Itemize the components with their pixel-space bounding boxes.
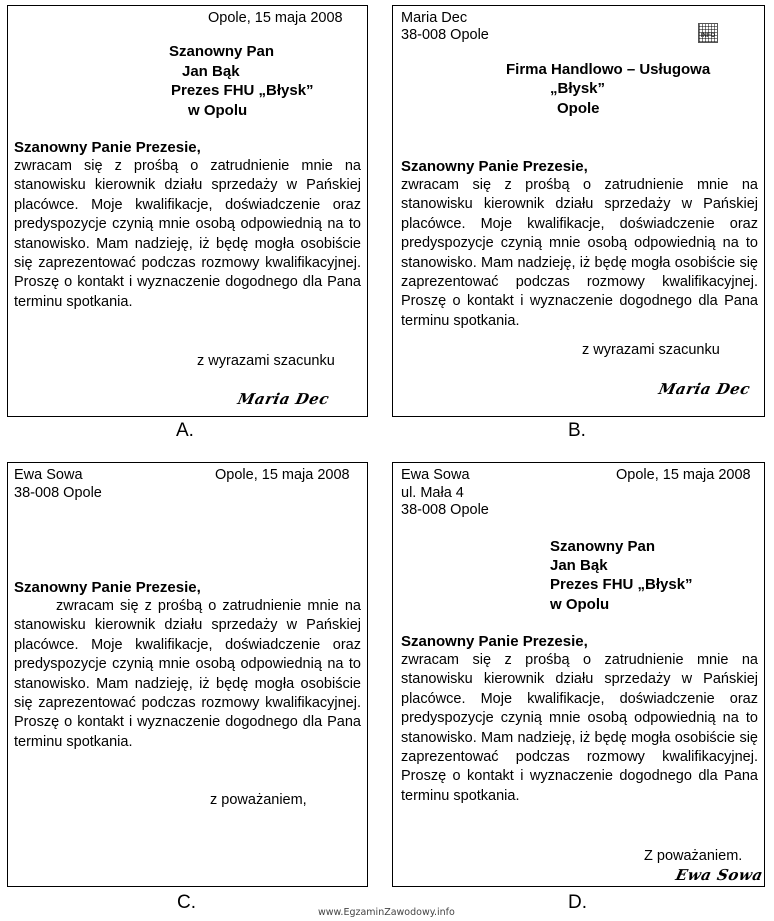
letter-c-sender-line-2: 38-008 Opole [14, 485, 102, 501]
letter-b-recipient-line-3: Opole [557, 100, 600, 117]
option-a-label: A. [176, 420, 194, 441]
letter-b-greeting: Szanowny Panie Prezesie, [401, 158, 588, 175]
letter-a-signature: Maria Dec [236, 390, 331, 408]
option-c-label: C. [177, 892, 196, 913]
letter-d-date: Opole, 15 maja 2008 [616, 467, 751, 483]
option-b-label: B. [568, 420, 586, 441]
letter-b-sender-line-2: 38-008 Opole [401, 27, 489, 43]
letter-d-sender-line-3: 38-008 Opole [401, 502, 489, 518]
letter-b-sender-line-1: Maria Dec [401, 10, 468, 26]
letter-c-greeting: Szanowny Panie Prezesie, [14, 579, 201, 596]
letter-a-recipient-line-2: Jan Bąk [182, 63, 240, 80]
letter-d-recipient-line-4: w Opolu [550, 596, 610, 613]
letter-a-recipient-line-3: Prezes FHU „Błysk” [171, 82, 314, 99]
letter-c-sender-line-1: Ewa Sowa [14, 467, 83, 483]
letter-a-body: zwracam się z prośbą o zatrudnienie mnie na stanowisku kierownik działu sprzedaży w Pańskiej placówce. Moje kwalifikacje, doświadczenie oraz predyspozycje czynią mnie osobą odpowiednią na to stanowisko. Mam nadzieję, iż będę mogła osobiście się zaprezentować podczas rozmowy kwalifikacyjnej. Proszę o kontakt i wyznaczenie dogodnego dla Pana terminu spotkania. [14, 158, 361, 310]
letter-b-body: zwracam się z prośbą o zatrudnienie mnie na stanowisku kierownik działu sprzedaży w Pańskiej placówce. Moje kwalifikacje, doświadczenie oraz predyspozycje czynią mnie osobą odpowiednią na to stanowisko. Mam nadzieję, iż będę mogła osobiście się zaprezentować podczas rozmowy kwalifikacyjnej. Proszę o kontakt i wyznaczenie dogodnego dla Pana terminu spotkania. [401, 177, 758, 329]
letter-d-recipient-line-3: Prezes FHU „Błysk” [550, 576, 693, 593]
letter-a-closing: z wyrazami szacunku [197, 353, 335, 369]
letter-a-greeting: Szanowny Panie Prezesie, [14, 139, 201, 156]
letter-b-recipient-line-2: „Błysk” [550, 80, 606, 97]
letter-b-recipient-line-1: Firma Handlowo – Usługowa [506, 61, 711, 78]
letter-c-panel [7, 462, 368, 887]
letter-d-closing: Z poważaniem. [644, 848, 743, 864]
letter-d-sender-line-2: ul. Mała 4 [401, 485, 464, 501]
letter-d-recipient-line-2: Jan Bąk [550, 557, 608, 574]
qr-code-icon: INFO [698, 23, 718, 43]
option-d-label: D. [568, 892, 587, 913]
letter-d-panel [392, 462, 765, 887]
letter-d-greeting: Szanowny Panie Prezesie, [401, 633, 588, 650]
letter-a-recipient-line-4: w Opolu [188, 102, 248, 119]
letter-d-sender-line-1: Ewa Sowa [401, 467, 470, 483]
letter-b-panel [392, 5, 765, 417]
letter-c-date: Opole, 15 maja 2008 [215, 467, 350, 483]
letter-d-signature: Ewa Sowa [674, 866, 765, 884]
letter-d-body: zwracam się z prośbą o zatrudnienie mnie na stanowisku kierownik działu sprzedaży w Pańskiej placówce. Moje kwalifikacje, doświadczenie oraz predyspozycje czynią mnie osobą odpowiednią na to stanowisko. Mam nadzieję, iż będę mogła osobiście się zaprezentować podczas rozmowy kwalifikacyjnej. Proszę o kontakt i wyznaczenie dogodnego dla Pana terminu spotkania. [401, 652, 758, 804]
letter-a-recipient-line-1: Szanowny Pan [169, 43, 275, 60]
letter-c-closing: z poważaniem, [210, 792, 307, 808]
letter-b-signature: Maria Dec [657, 380, 752, 398]
letter-a-date: Opole, 15 maja 2008 [208, 10, 343, 26]
watermark: www.EgzaminZawodowy.info [318, 907, 455, 918]
letter-d-recipient-line-1: Szanowny Pan [550, 538, 656, 555]
letter-a-panel [7, 5, 368, 417]
letter-c-body: zwracam się z prośbą o zatrudnienie mnie na stanowisku kierownik działu sprzedaży w Pańskiej placówce. Moje kwalifikacje, doświadczenie oraz predyspozycje czynią mnie osobą odpowiednią na to stanowisko. Mam nadzieję, iż będę mogła osobiście się zaprezentować podczas rozmowy kwalifikacyjnej. Proszę o kontakt i wyznaczenie dogodnego dla Pana terminu spotkania. [14, 598, 361, 750]
letter-b-closing: z wyrazami szacunku [582, 342, 720, 358]
